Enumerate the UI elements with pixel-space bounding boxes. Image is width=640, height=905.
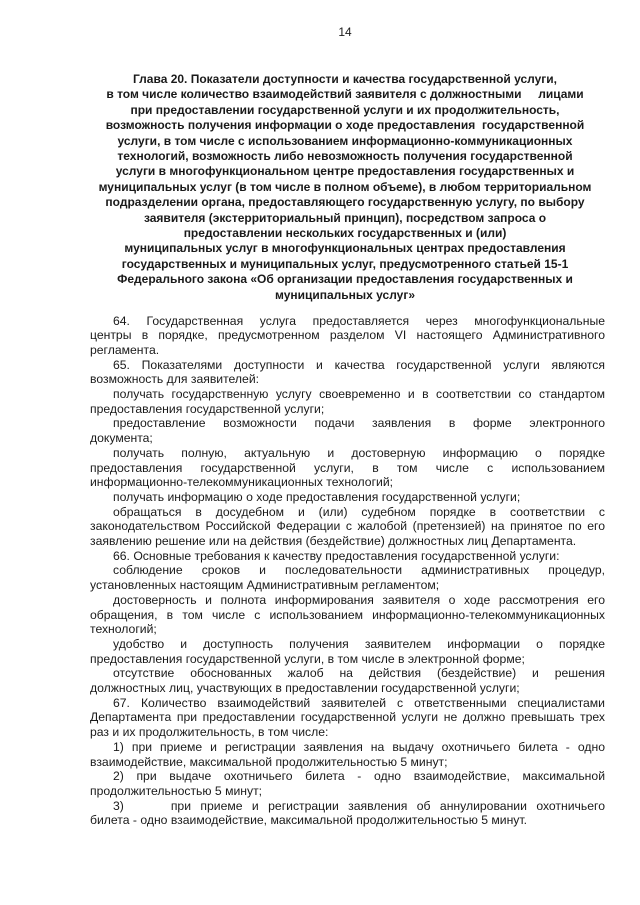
- paragraph-line: удобство и доступность получения заявителем информации о порядке: [113, 636, 605, 651]
- paragraph-line: предоставления государственной услуги, в том числе в электронной форме;: [90, 651, 525, 666]
- item-67-2: [90, 769, 605, 798]
- paragraph-line: достоверность и полнота информирования заявителя о ходе рассмотрения его: [113, 592, 605, 607]
- paragraph-line: регламента.: [90, 342, 160, 357]
- heading-line: Федерального закона «Об организации предоставления государственных и: [117, 272, 573, 287]
- paragraph-65: [90, 358, 605, 387]
- heading-line: предоставлении нескольких государственных и (или): [183, 226, 507, 241]
- item-information-accessibility: [90, 637, 605, 666]
- paragraph-line: информационно-телекоммуникационных технологий;: [90, 475, 394, 490]
- paragraph-line: 3) при приеме и регистрации заявления об аннулировании охотничьего: [113, 798, 605, 813]
- page-number: 14: [338, 25, 352, 39]
- paragraph-line: взаимодействие, максимальной продолжительностью 5 минут;: [90, 754, 448, 769]
- item-information-accuracy: [90, 593, 605, 637]
- paragraph-66: [90, 549, 605, 564]
- paragraph-67: [90, 696, 605, 740]
- item-67-1: [90, 740, 605, 769]
- item-electronic-submission: [90, 416, 605, 445]
- heading-line: при предоставлении государственной услуги и их продолжительность,: [130, 102, 560, 117]
- paragraph-line: получать полную, актуальную и достоверную информацию о порядке: [113, 445, 605, 460]
- item-appeal: [90, 505, 605, 549]
- paragraph-line: обращения, в том числе с использованием информационно-телекоммуникационных: [90, 607, 605, 622]
- item-full-information: [90, 446, 605, 490]
- heading-line: заявителя (экстерриториальный принцип), посредством запроса о: [143, 210, 547, 225]
- paragraph-line: центры в порядке, предусмотренном разделом VI настоящего Административного: [90, 328, 605, 343]
- paragraph-line: документа;: [90, 431, 153, 446]
- chapter-heading: [85, 72, 605, 303]
- heading-line: государственных и муниципальных услуг, предусмотренного статьей 15-1: [121, 256, 569, 271]
- paragraph-line: соблюдение сроков и последовательности административных процедур,: [113, 563, 605, 578]
- paragraph-line: отсутствие обоснованных жалоб на действия (бездействие) и решения: [113, 666, 605, 681]
- paragraph-line: законодательством Российской Федерации с жалобой (претензией) на принятое по его: [90, 519, 605, 534]
- heading-line: муниципальных услуг в многофункциональных центрах предоставления: [124, 241, 566, 256]
- paragraph-line: 65. Показателями доступности и качества государственной услуги являются: [113, 357, 605, 372]
- paragraph-line: 67. Количество взаимодействий заявителей с ответственными специалистами: [113, 695, 605, 710]
- heading-line: подразделении органа, предоставляющего государственную услугу, по выбору: [105, 195, 585, 210]
- heading-line: возможность получения информации о ходе предоставления государственной: [105, 118, 585, 133]
- paragraph-line: получать государственную услугу своевременно и в соответствии со стандартом: [113, 387, 605, 402]
- item-no-complaints: [90, 666, 605, 695]
- heading-line: услуги, в том числе с использованием информационно-коммуникационных: [117, 133, 573, 148]
- paragraph-line: раз и их продолжительность, в том числе:: [90, 725, 329, 740]
- paragraph-line: предоставления государственной услуги;: [90, 401, 325, 416]
- paragraph-line: обращаться в досудебном и (или) судебном порядке в соответствии с: [113, 504, 605, 519]
- paragraph-line: 66. Основные требования к качеству предоставления государственной услуги:: [113, 548, 560, 563]
- heading-line: в том числе количество взаимодействий заявителя с должностными лицами: [106, 87, 584, 102]
- heading-line: муниципальных услуг»: [274, 287, 416, 302]
- item-deadlines: [90, 563, 605, 592]
- paragraph-line: технологий;: [90, 622, 157, 637]
- heading-line: технологий, возможность либо невозможность получения государственной: [117, 149, 573, 164]
- heading-line: Глава 20. Показатели доступности и качества государственной услуги,: [132, 72, 558, 86]
- heading-line: муниципальных услуг (в том числе в полном объеме), в любом территориальном: [98, 179, 592, 194]
- paragraph-line: 1) при приеме и регистрации заявления на выдачу охотничьего билета - одно: [113, 739, 605, 754]
- paragraph-line: Департамента при предоставлении государственной услуги не должно превышать трех: [90, 710, 605, 725]
- paragraph-line: билета - одно взаимодействие, максимальной продолжительностью 5 минут.: [90, 813, 528, 828]
- paragraph-line: должностных лиц, участвующих в предоставлении государственной услуги;: [90, 681, 520, 696]
- item-timely-service: [90, 387, 605, 416]
- paragraph-line: 64. Государственная услуга предоставляется через многофункциональные: [113, 313, 605, 328]
- item-67-3: [90, 799, 605, 828]
- paragraph-line: предоставление возможности подачи заявления в форме электронного: [113, 416, 605, 431]
- paragraph-line: заявлению решение или на действия (бездействие) должностных лиц Департамента.: [90, 534, 577, 549]
- paragraph-line: 2) при выдаче охотничьего билета - одно взаимодействие, максимальной: [113, 769, 605, 784]
- heading-line: услуги в многофункциональном центре предоставления государственных и: [115, 164, 575, 179]
- document-body: [90, 314, 605, 829]
- item-status-information: [90, 490, 605, 505]
- paragraph-64: [90, 314, 605, 358]
- paragraph-line: предоставления государственной услуги, в том числе с использованием: [90, 460, 605, 475]
- paragraph-line: получать информацию о ходе предоставления государственной услуги;: [113, 489, 521, 504]
- paragraph-line: продолжительностью 5 минут;: [90, 784, 263, 798]
- paragraph-line: установленных настоящим Административным регламентом;: [90, 578, 440, 593]
- paragraph-line: возможность для заявителей:: [90, 372, 260, 387]
